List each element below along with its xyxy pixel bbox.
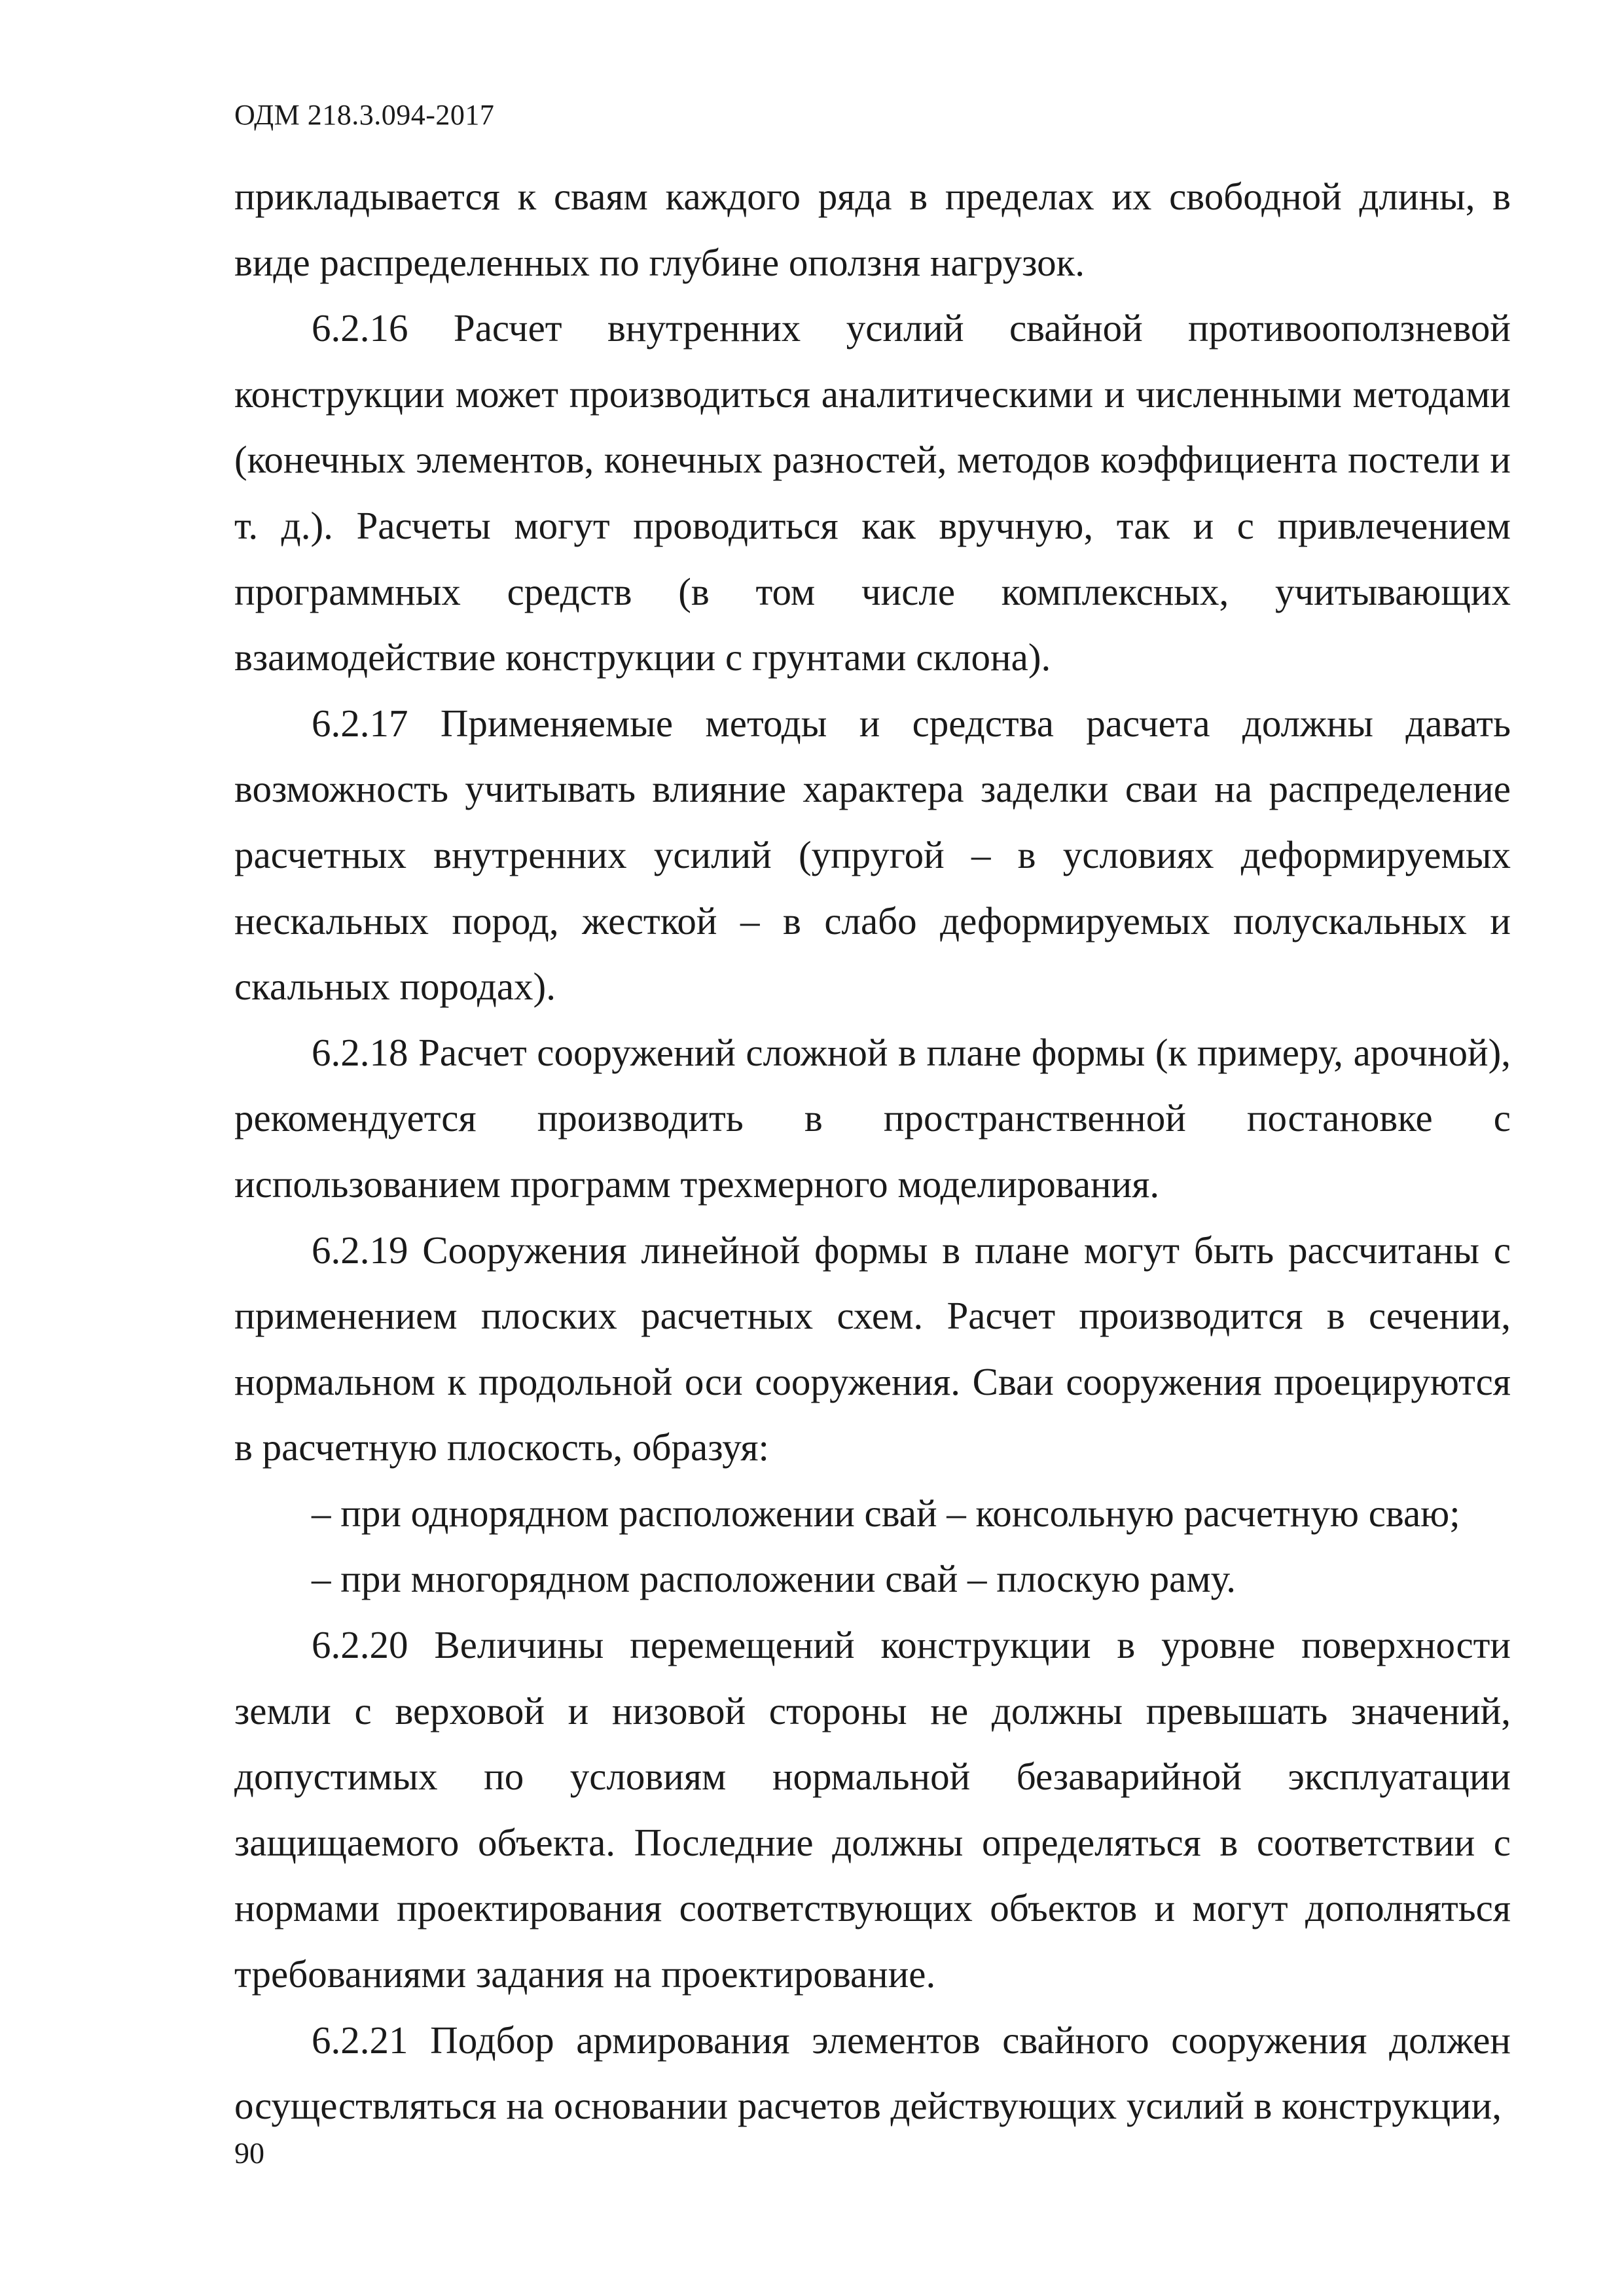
paragraph-6-2-16: 6.2.16 Расчет внутренних усилий свайной противооползневой конструкции может производиться аналитическими и численными методами (конечных элементов, конечных разностей, методов коэффициента постели и т. д.). Расчеты могут проводиться как вручную, так и с привлечением программных средств (в том числе комплексных, учитывающих взаимодействие конструкции с грунтами склона). bbox=[234, 306, 1511, 679]
document-body bbox=[234, 164, 1511, 2139]
paragraph-6-2-19: 6.2.19 Сооружения линейной формы в плане могут быть рассчитаны с применением плоских расчетных схем. Расчет производится в сечении, нормальном к продольной оси сооружения. Сваи сооружения проецируются в расчетную плоскость, образуя: bbox=[234, 1228, 1511, 1469]
paragraph-6-2-21: 6.2.21 Подбор армирования элементов свайного сооружения должен осуществляться на основании расчетов действующих усилий в конструкции, bbox=[234, 2018, 1511, 2128]
page-number bbox=[234, 2134, 264, 2173]
paragraph-6-2-17: 6.2.17 Применяемые методы и средства расчета должны давать возможность учитывать влияние характера заделки сваи на распределение расчетных внутренних усилий (упругой – в условиях деформируемых нескальных пород, жесткой – в слабо деформируемых полускальных и скальных породах). bbox=[234, 701, 1511, 1009]
paragraph-6-2-20: 6.2.20 Величины перемещений конструкции в уровне поверхности земли с верховой и низовой стороны не должны превышать значений, допустимых по условиям нормальной безаварийной эксплуатации защищаемого объекта. Последние должны определяться в соответствии с нормами проектирования соответствующих объектов и могут дополняться требованиями задания на проектирование. bbox=[234, 1623, 1511, 1996]
page-number-text: 90 bbox=[234, 2136, 264, 2170]
list-item-multi-row: – при многорядном расположении свай – плоскую раму. bbox=[312, 1557, 1236, 1601]
document-code: ОДМ 218.3.094-2017 bbox=[234, 99, 495, 131]
list-item-single-row: – при однорядном расположении свай – консольную расчетную сваю; bbox=[312, 1491, 1460, 1535]
document-header bbox=[234, 97, 494, 134]
paragraph-continuation: прикладывается к сваям каждого ряда в пределах их свободной длины, в виде распределенных по глубине оползня нагрузок. bbox=[234, 175, 1511, 284]
paragraph-6-2-18: 6.2.18 Расчет сооружений сложной в плане формы (к примеру, арочной), рекомендуется производить в пространственной постановке с использованием программ трехмерного моделирования. bbox=[234, 1030, 1511, 1206]
